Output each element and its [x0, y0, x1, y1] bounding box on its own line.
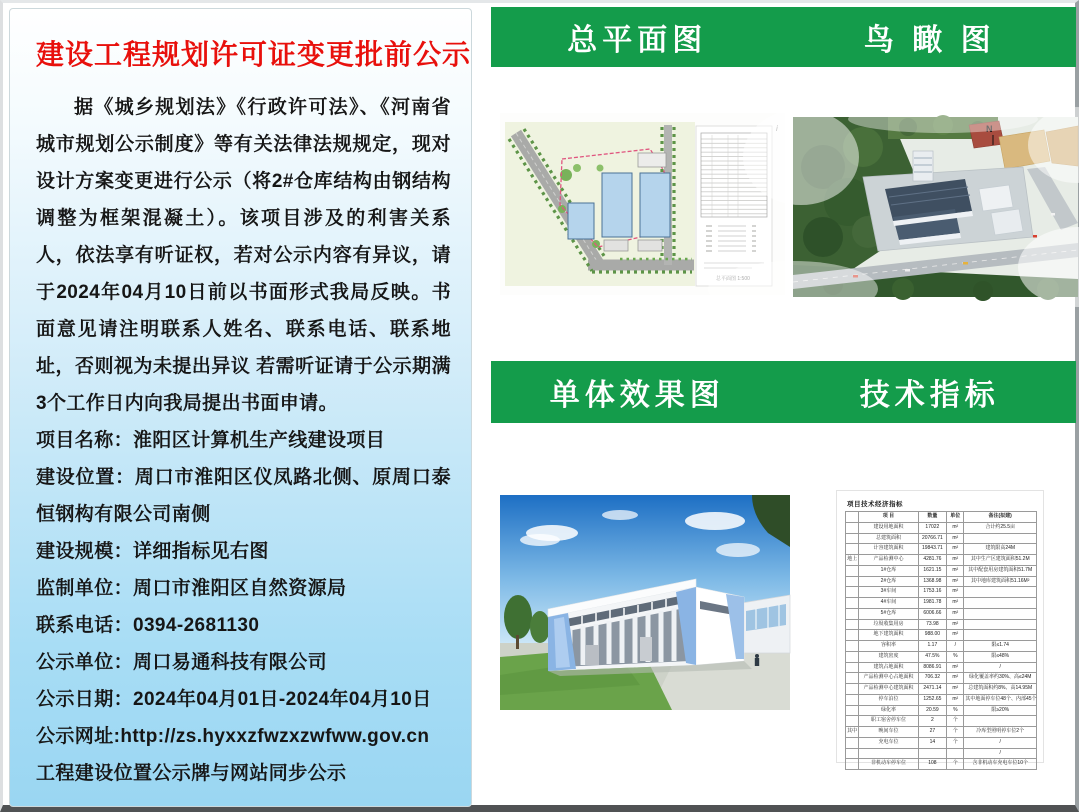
tech-table-row: / [846, 748, 1037, 759]
info-sync-note: 工程建设位置公示牌与网站同步公示 [36, 763, 347, 784]
tech-table-row: 绿化率 20.59 % 限≥20% [846, 705, 1037, 716]
notice-panel [9, 8, 472, 807]
tech-table-row: 停车泊位 1252.65 m² 其中地面停车位48个、内部45个 [846, 694, 1037, 705]
info-supervisor: 监制单位：周口市淮阳区自然资源局 [36, 578, 347, 599]
tech-table-row: 4#车间 1981.78 m² [846, 598, 1037, 609]
tech-table-row: 产品检测中心建筑面积 2471.14 m² 总建筑面积约8%、高14.95M [846, 684, 1037, 695]
tech-table-row: 5#仓库 6006.66 m² [846, 608, 1037, 619]
tech-table-title: 项目技术经济指标 [847, 501, 903, 508]
tech-table-row: 其中 晚间车位 27 个 冷库型照明停车位2个 [846, 727, 1037, 738]
tech-table-row: 职工宿舍停车位 2 个 [846, 716, 1037, 727]
tech-table-row: 地下建筑面积 988.00 m² [846, 630, 1037, 641]
info-website: 公示网址:http://zs.hyxxzfwzxzwfww.gov.cn [36, 726, 430, 747]
header-birdseye: 鸟 瞰 图 [863, 24, 996, 57]
info-publicity-unit: 公示单位：周口易通科技有限公司 [36, 652, 328, 673]
north-label: N [986, 124, 993, 134]
tech-table-row: 1#仓库 1621.15 m² 其中配套用房建筑面积51.7M [846, 565, 1037, 576]
header-building-render: 单体效果图 [549, 379, 725, 412]
tech-table-row: 容积率 1.17 / 限≤1.74 [846, 641, 1037, 652]
tech-table-row: 计容建筑面积 19843.71 m² 建筑限高24M [846, 544, 1037, 555]
tech-table-row: 非机动车停车位 108 个 含非机动车充电车位10个 [846, 759, 1037, 770]
tech-table-row: 垃圾收集用房 73.98 m² [846, 619, 1037, 630]
notice-title: 建设工程规划许可证变更批前公示 [36, 39, 472, 70]
tech-table-figure [836, 490, 1044, 767]
building-render-image [500, 495, 790, 710]
banner-middle [491, 361, 1076, 423]
tech-table-row: 充电车位 14 个 / [846, 737, 1037, 748]
info-scale: 建设规模：详细指标见右图 [36, 541, 269, 562]
tech-table-body [846, 522, 1037, 769]
tech-table-row: 总建筑面积 20766.71 m² [846, 533, 1037, 544]
tech-table-row: 地上 产品检测中心 4281.76 m² 其中生产区建筑面积51.2M [846, 555, 1037, 566]
building-render-figure [500, 495, 790, 710]
birdseye-figure [793, 117, 1078, 297]
tech-table-row: 3#车间 1753.16 m² [846, 587, 1037, 598]
header-tech-indicators: 技术指标 [859, 379, 1000, 412]
info-publicity-date: 公示日期：2024年04月01日-2024年04月10日 [36, 689, 432, 710]
site-plan-caption: 总平面图 1:500 [716, 276, 750, 282]
birdseye-image [793, 117, 1078, 297]
tech-table-row: 建设用地面积 17022 m² 合计约25.5亩 [846, 522, 1037, 533]
banner-top [491, 7, 1076, 67]
header-site-plan: 总平面图 [567, 24, 708, 57]
tech-table-row: 建筑占地面积 8086.91 m² / [846, 662, 1037, 673]
notice-paragraph: 据《城乡规划法》《行政许可法》、《河南省城市规划公示制度》等有关法律法规规定，现对设计方案变更进行公示（将2#仓库结构由钢结构调整为框架混凝土）。该项目涉及的利害关系人，依法享有听证权，若对公示内容有异议，请于2024年04月10日前以书面形式我局反映。书面意见请注明联系人姓名、联系电话、联系地址，否则视为未提出异议 若需听证请于公示期满3个工作日内向我局提出书面申请。 [36, 97, 451, 414]
tech-table-row: 建筑密度 47.5% % 限≤48% [846, 651, 1037, 662]
info-location: 建设位置：周口市淮阳区仪凤路北侧、原周口泰恒钢构有限公司南侧 [36, 467, 451, 525]
info-phone: 联系电话：0394-2681130 [36, 615, 260, 636]
tech-table-row: 产品检测中心占地面积 706.32 m² 绿化覆盖率约30%、高≤24M [846, 673, 1037, 684]
tech-table-header-row: 项 目 数量 单位 备注(拟建) [846, 512, 1037, 523]
info-project-name: 项目名称：淮阳区计算机生产线建设项目 [36, 430, 386, 451]
tech-table-row: 2#仓库 1368.98 m² 其中地库建筑面积51.16M² [846, 576, 1037, 587]
tech-table [845, 511, 1037, 770]
